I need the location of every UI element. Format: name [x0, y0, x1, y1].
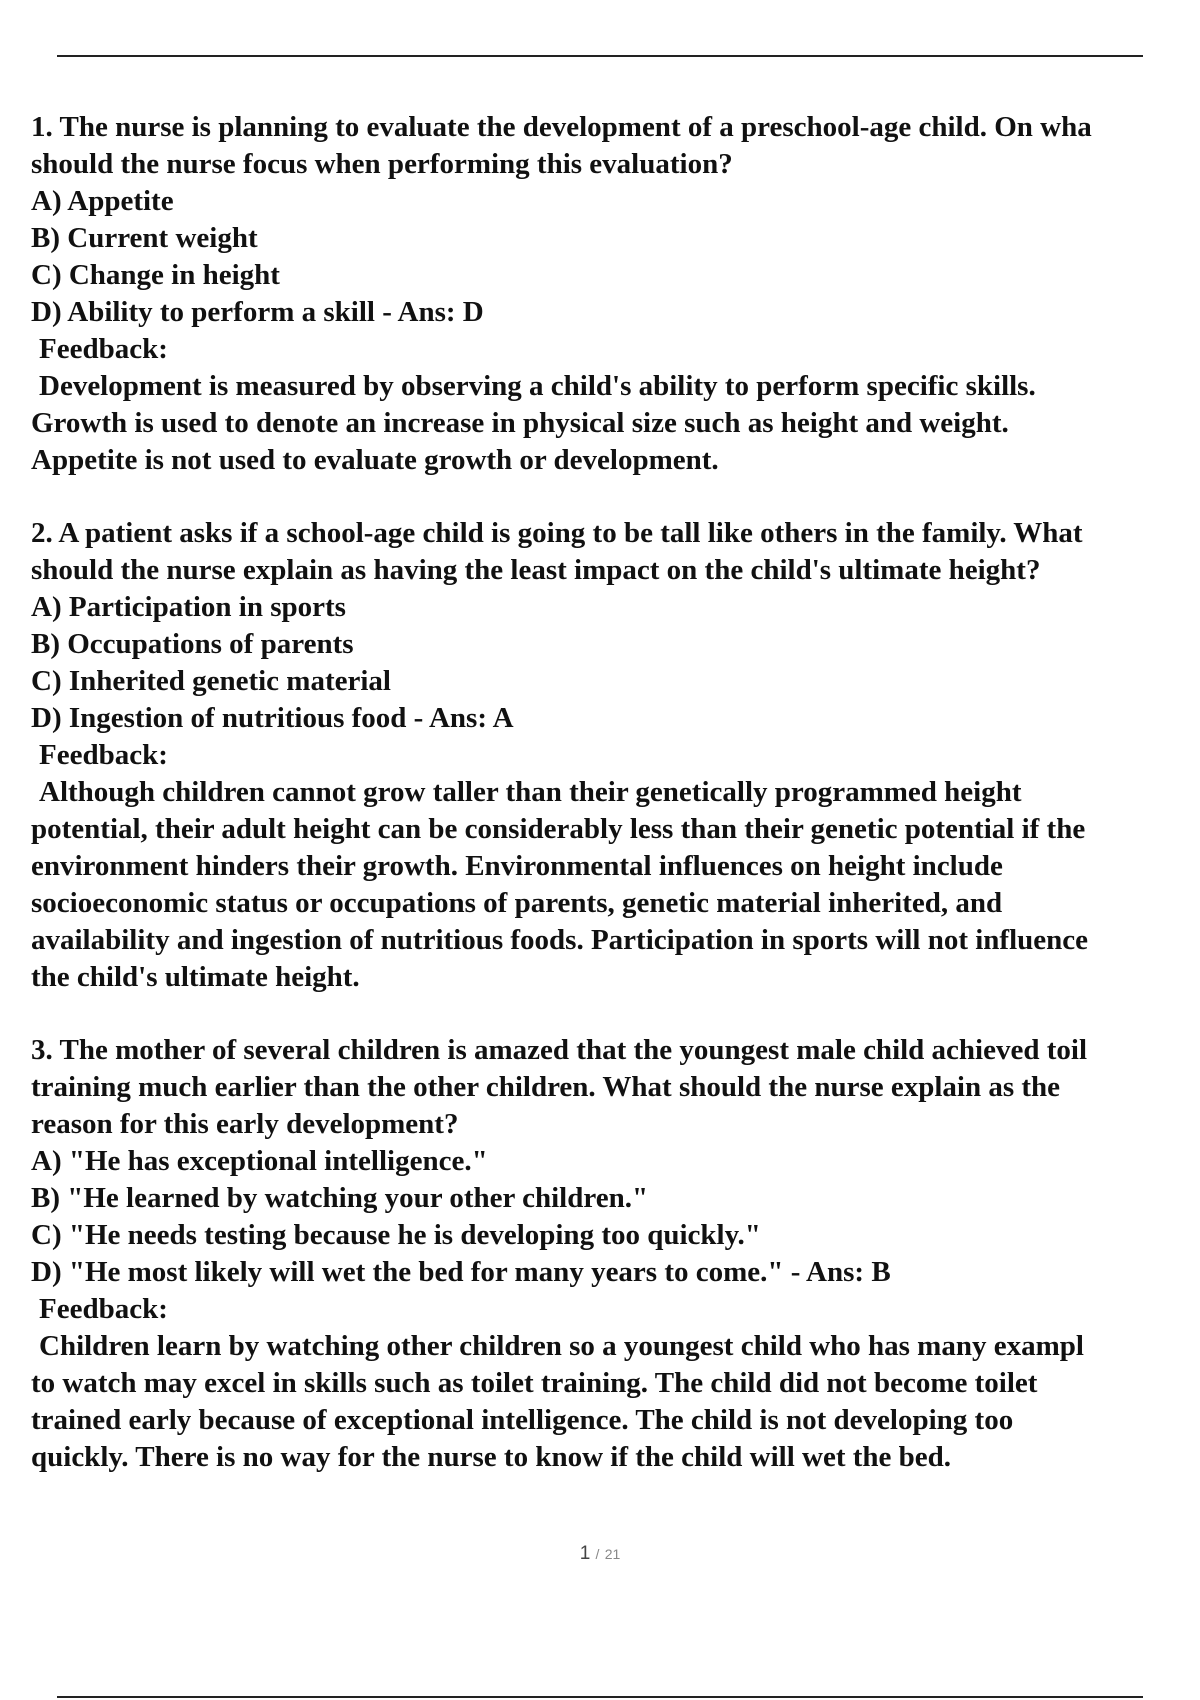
feedback-line: Appetite is not used to evaluate growth or development. [31, 444, 719, 476]
question-stem-line: training much earlier than the other children. What should the nurse explain as the [31, 1071, 1061, 1103]
feedback-line: environment hinders their growth. Environmental influences on height include [31, 850, 1003, 882]
bottom-rule [57, 1696, 1143, 1698]
top-rule [57, 55, 1143, 57]
feedback-label: Feedback: [39, 1293, 168, 1325]
answer-option: A) "He has exceptional intelligence." [31, 1145, 488, 1177]
page-separator: / [595, 1546, 600, 1562]
feedback-line: the child's ultimate height. [31, 961, 360, 993]
question-2 [31, 515, 1200, 996]
feedback-line: Growth is used to denote an increase in physical size such as height and weight. [31, 407, 1009, 439]
answer-option: A) Participation in sports [31, 591, 346, 623]
answer-option: D) "He most likely will wet the bed for many years to come." - Ans: B [31, 1256, 891, 1288]
feedback-line: socioeconomic status or occupations of parents, genetic material inherited, and [31, 887, 1003, 919]
question-stem-line: reason for this early development? [31, 1108, 459, 1140]
answer-option: B) Current weight [31, 222, 258, 254]
question-stem-line: should the nurse explain as having the least impact on the child's ultimate height? [31, 554, 1041, 586]
feedback-line: trained early because of exceptional intelligence. The child is not developing too [31, 1404, 1014, 1436]
answer-option: C) Inherited genetic material [31, 665, 391, 697]
feedback-label: Feedback: [39, 333, 168, 365]
question-3 [31, 1032, 1200, 1476]
feedback-line: availability and ingestion of nutritious foods. Participation in sports will not influence [31, 924, 1088, 956]
page-indicator [0, 1543, 1200, 1565]
question-stem-line: 2. A patient asks if a school-age child is going to be tall like others in the family. What [31, 517, 1083, 549]
question-stem-line: 3. The mother of several children is amazed that the youngest male child achieved toil [31, 1034, 1088, 1066]
answer-option: D) Ingestion of nutritious food - Ans: A [31, 702, 514, 734]
current-page-number: 1 [579, 1543, 591, 1564]
feedback-line: Development is measured by observing a child's ability to perform specific skills. [39, 370, 1036, 402]
answer-option: C) "He needs testing because he is developing too quickly." [31, 1219, 761, 1251]
answer-option: C) Change in height [31, 259, 280, 291]
document-content [31, 109, 1200, 1512]
feedback-line: Although children cannot grow taller than their genetically programmed height [39, 776, 1022, 808]
feedback-line: Children learn by watching other children so a youngest child who has many exampl [39, 1330, 1084, 1362]
question-stem-line: 1. The nurse is planning to evaluate the development of a preschool-age child. On wha [31, 111, 1092, 143]
question-1 [31, 109, 1200, 479]
feedback-line: to watch may excel in skills such as toilet training. The child did not become toilet [31, 1367, 1038, 1399]
answer-option: D) Ability to perform a skill - Ans: D [31, 296, 484, 328]
answer-option: A) Appetite [31, 185, 174, 217]
total-page-count: 21 [604, 1546, 621, 1562]
feedback-label: Feedback: [39, 739, 168, 771]
feedback-line: potential, their adult height can be considerably less than their genetic potential if the [31, 813, 1086, 845]
answer-option: B) "He learned by watching your other children." [31, 1182, 649, 1214]
answer-option: B) Occupations of parents [31, 628, 354, 660]
feedback-line: quickly. There is no way for the nurse to know if the child will wet the bed. [31, 1441, 952, 1473]
question-stem-line: should the nurse focus when performing this evaluation? [31, 148, 733, 180]
